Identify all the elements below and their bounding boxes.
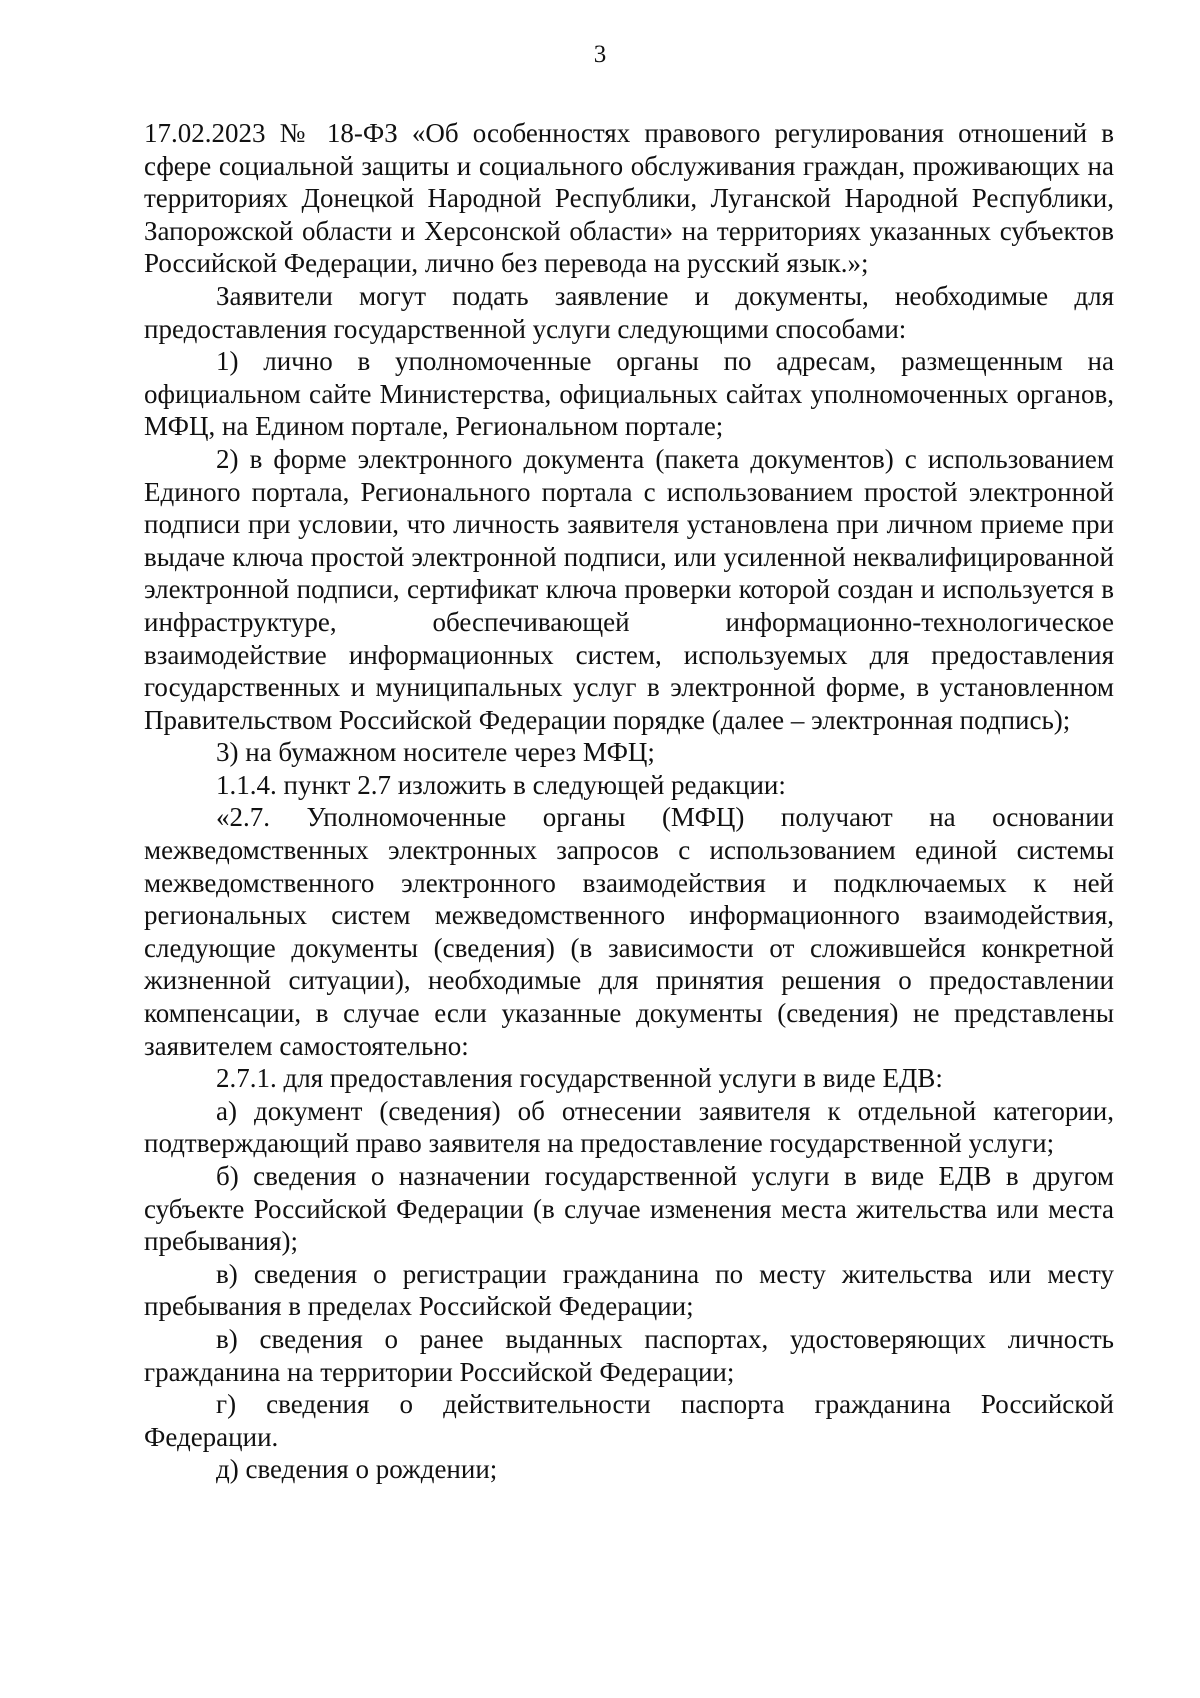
paragraph-clause-2-7: «2.7. Уполномоченные органы (МФЦ) получают на основании межведомственных электронных запросов с использованием единой системы межведомственного электронного взаимодействия и подключаемых к ней региональных систем межведомственного информационного взаимодействия, следующие документы (сведения) (в зависимости от сложившейся конкретной жизненной ситуации), необходимые для принятия решения о предоставлении компенсации, в случае если указанные документы (сведения) не представлены заявителем самостоятельно: bbox=[144, 802, 1114, 1061]
paragraph-method-in-person: 1) лично в уполномоченные органы по адресам, размещенным на официальном сайте Министерства, официальных сайтах уполномоченных органов, МФЦ, на Едином портале, Региональном портале; bbox=[144, 346, 1114, 442]
paragraph-law-reference: 17.02.2023 № 18-ФЗ «Об особенностях правового регулирования отношений в сфере социальной защиты и социального обслуживания граждан, проживающих на территориях Донецкой Народной Республики, Луганской Народной Республики, Запорожской области и Херсонской области» на территориях указанных субъектов Российской Федерации, лично без перевода на русский язык.»; bbox=[144, 118, 1114, 279]
paragraph-submission-methods: Заявители могут подать заявление и документы, необходимые для предоставления государственной услуги следующими способами: bbox=[144, 280, 1114, 344]
list-item-v-passports: в) сведения о ранее выданных паспортах, удостоверяющих личность гражданина на территории Российской Федерации; bbox=[144, 1323, 1114, 1387]
page-number: 3 bbox=[593, 41, 607, 68]
paragraph-method-paper: 3) на бумажном носителе через МФЦ; bbox=[216, 737, 655, 768]
list-item-b: б) сведения о назначении государственной услуги в виде ЕДВ в другом субъекте Российской Федерации (в случае изменения места жительства или места пребывания); bbox=[144, 1161, 1114, 1257]
list-item-d: д) сведения о рождении; bbox=[216, 1454, 498, 1485]
document-body bbox=[144, 117, 1114, 1486]
paragraph-clause-2-7-1: 2.7.1. для предоставления государственной услуги в виде ЕДВ: bbox=[216, 1063, 943, 1094]
list-item-v-registration: в) сведения о регистрации гражданина по месту жительства или месту пребывания в пределах Российской Федерации; bbox=[144, 1258, 1114, 1322]
paragraph-clause-1-1-4: 1.1.4. пункт 2.7 изложить в следующей редакции: bbox=[216, 769, 786, 800]
list-item-g: г) сведения о действительности паспорта гражданина Российской Федерации. bbox=[144, 1389, 1114, 1452]
paragraph-method-electronic: 2) в форме электронного документа (пакета документов) с использованием Единого портала, Регионального портала с использованием простой электронной подписи при условии, что личность заявителя установлена при личном приеме при выдаче ключа простой электронной подписи, или усиленной неквалифицированной электронной подписи, сертификат ключа проверки которой создан и используется в инфраструктуре, обеспечивающей информационно-технологическое взаимодействие информационных систем, используемых для предоставления государственных и муниципальных услуг в электронной форме, в установленном Правительством Российской Федерации порядке (далее – электронная подпись); bbox=[144, 443, 1114, 735]
list-item-a: а) документ (сведения) об отнесении заявителя к отдельной категории, подтверждающий право заявителя на предоставление государственной услуги; bbox=[144, 1095, 1114, 1159]
